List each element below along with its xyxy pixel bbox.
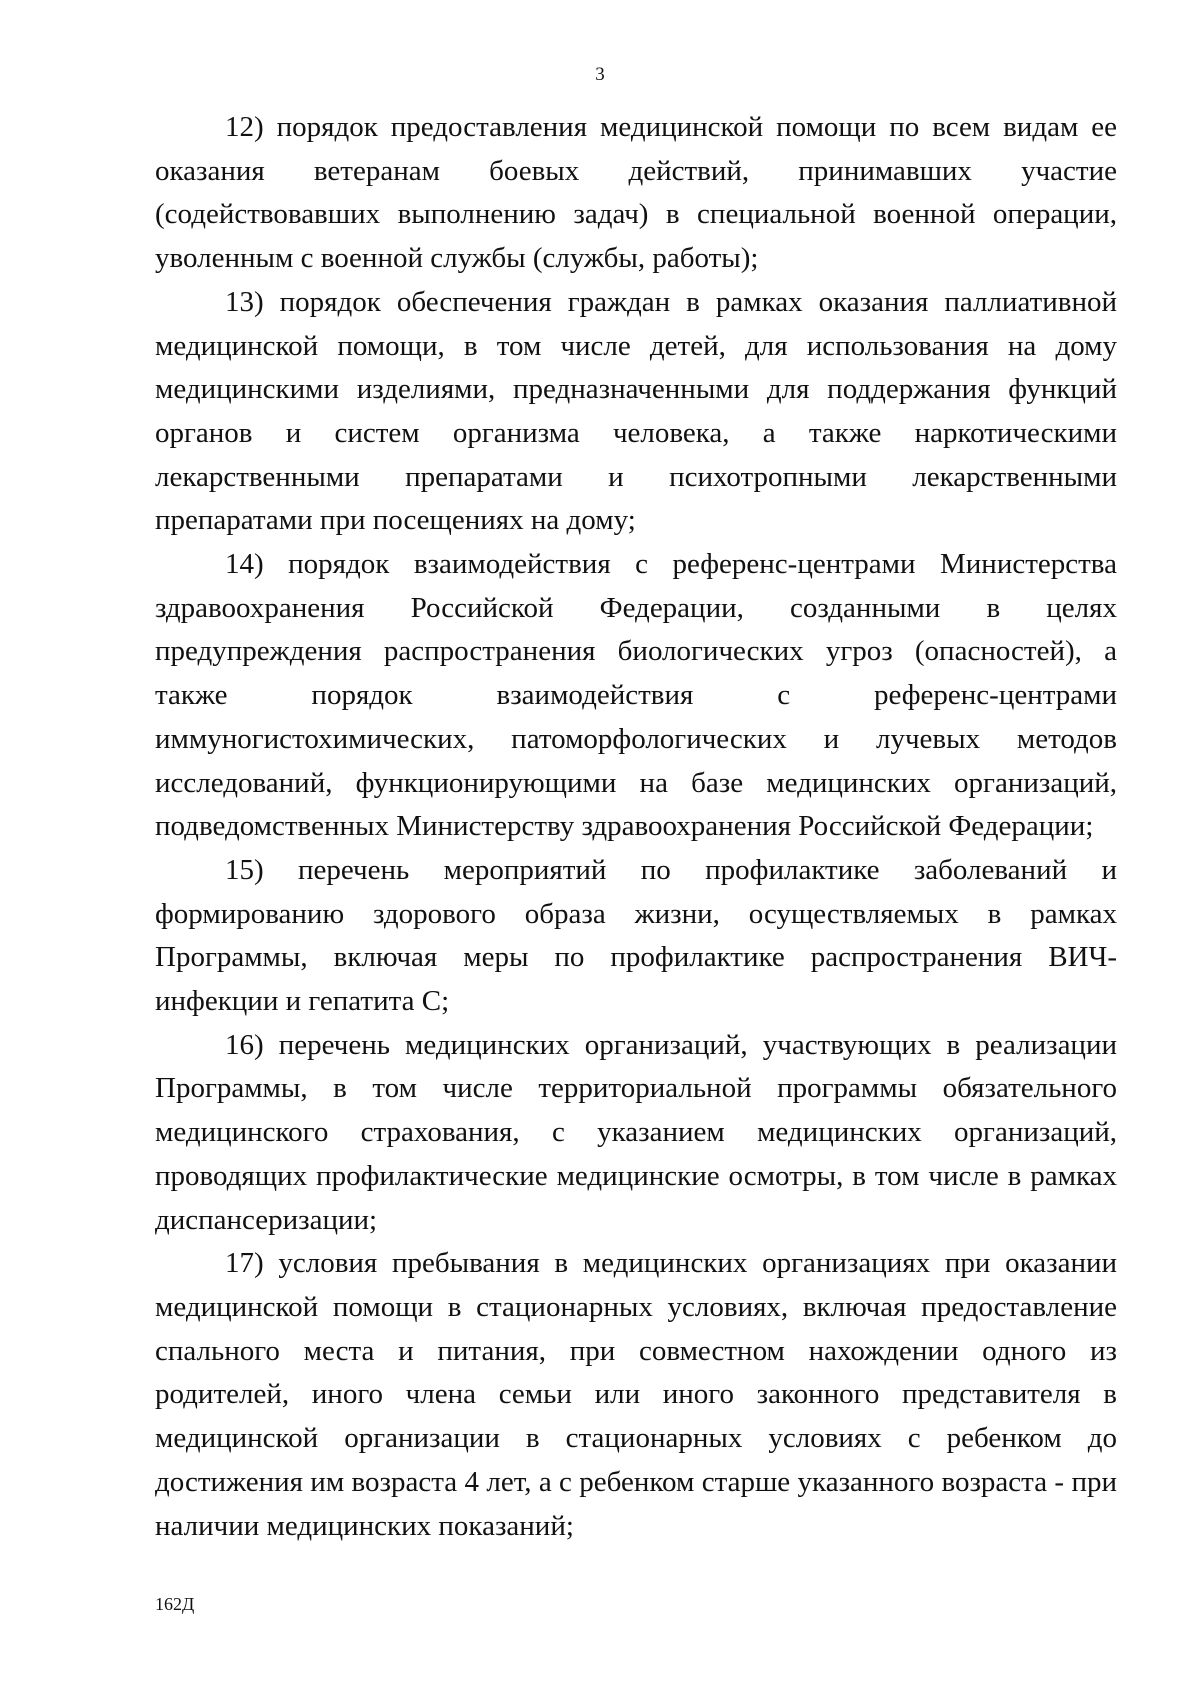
page-number: 3 xyxy=(595,64,605,85)
paragraph-item-13: 13) порядок обеспечения граждан в рамках оказания паллиативной медицинской помощи, в том числе детей, для использования на дому медицинскими изделиями, предназначенными для поддержания функций органов и систем организма человека, а также наркотическими лекарственными препаратами и психотропными лекарственными препаратами при посещениях на дому; xyxy=(155,285,1117,537)
document-body xyxy=(155,106,1117,1548)
paragraph-item-16: 16) перечень медицинских организаций, участвующих в реализации Программы, в том числе территориальной программы обязательного медицинского страхования, с указанием медицинских организаций, проводящих профилактические медицинские осмотры, в том числе в рамках диспансеризации; xyxy=(155,1028,1117,1236)
paragraph-item-15: 15) перечень мероприятий по профилактике заболеваний и формированию здорового образа жизни, осуществляемых в рамках Программы, включая меры по профилактике распространения ВИЧ-инфекции и гепатита С; xyxy=(155,853,1117,1018)
paragraph-item-14: 14) порядок взаимодействия с референс-центрами Министерства здравоохранения Российской Федерации, созданными в целях предупреждения распространения биологических угроз (опасностей), а также порядок взаимодействия с референс-центрами иммуногистохимических, патоморфологических и лучевых методов исследований, функционирующими на базе медицинских организаций, подведомственных Министерству здравоохранения Российской Федерации; xyxy=(155,548,1117,843)
paragraph-item-12: 12) порядок предоставления медицинской помощи по всем видам ее оказания ветеранам боевых действий, принимавших участие (содействовавших выполнению задач) в специальной военной операции, уволенным с военной службы (службы, работы); xyxy=(155,111,1117,275)
document-code: 162Д xyxy=(155,1594,195,1614)
paragraph-item-17: 17) условия пребывания в медицинских организациях при оказании медицинской помощи в стационарных условиях, включая предоставление спального места и питания, при совместном нахождении одного из родителей, иного члена семьи или иного законного представителя в медицинской организации в стационарных условиях с ребенком до достижения им возраста 4 лет, а с ребенком старше указанного возраста - при наличии медицинских показаний; xyxy=(155,1247,1117,1542)
